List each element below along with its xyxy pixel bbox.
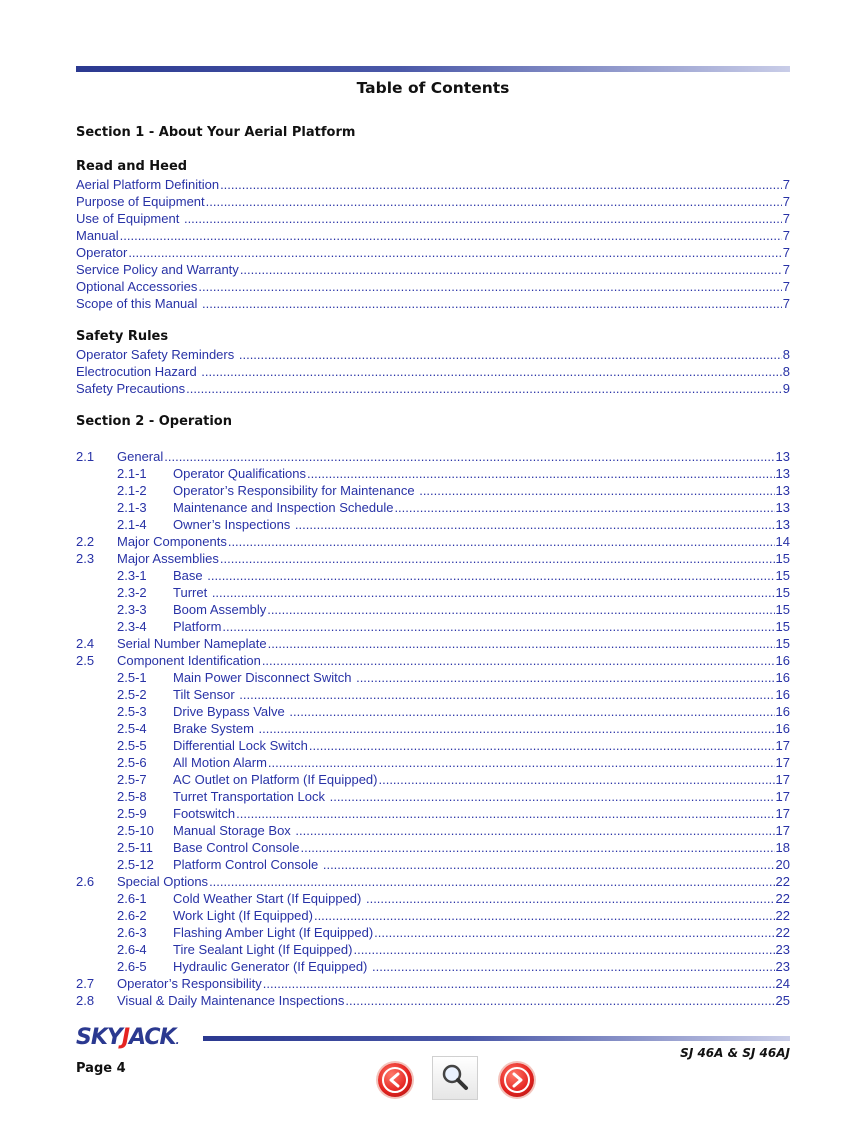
toc-entry[interactable] (76, 907, 790, 924)
model-label: SJ 46A & SJ 46AJ (680, 1046, 790, 1060)
toc-entry-label: Special Options (117, 874, 209, 889)
toc-dot-leader (262, 652, 775, 669)
toc-entry-label: Scope of this Manual (76, 296, 202, 311)
toc-entry[interactable] (76, 210, 790, 227)
toc-entry[interactable] (76, 380, 790, 397)
toc-entry[interactable] (76, 856, 790, 873)
toc-entry[interactable] (76, 958, 790, 975)
toc-entry-number: 2.5-5 (117, 738, 147, 753)
toc-entry-number: 2.5-3 (117, 704, 147, 719)
toc-dot-leader (164, 448, 774, 465)
toc-entry[interactable] (76, 652, 790, 669)
toc-entry[interactable] (76, 805, 790, 822)
toc-entry[interactable] (76, 193, 790, 210)
page-number: Page 4 (76, 1061, 126, 1076)
toc-dot-leader (220, 550, 775, 567)
toc-entry-page: 22 (775, 891, 790, 906)
toc-entry[interactable] (76, 771, 790, 788)
toc-entry-page: 7 (782, 262, 790, 277)
toc-entry-number: 2.6-4 (117, 942, 147, 957)
toc-entry-number: 2.3-4 (117, 619, 147, 634)
toc-entry-number: 2.5-2 (117, 687, 147, 702)
toc-entry-label: Operator’s Responsibility for Maintenance (173, 483, 419, 498)
toc-entry-page: 7 (782, 194, 790, 209)
toc-entry-page: 23 (775, 942, 790, 957)
toc-entry-number: 2.5-6 (117, 755, 147, 770)
toc-entry[interactable] (76, 448, 790, 465)
toc-entry-page: 15 (775, 636, 790, 651)
toc-entry-label: Brake System (173, 721, 258, 736)
toc-entry-label: Serial Number Nameplate (117, 636, 267, 651)
toc-entry-label: Purpose of Equipment (76, 194, 205, 209)
toc-dot-leader (267, 601, 774, 618)
toc-entry[interactable] (76, 261, 790, 278)
toc-entry-number: 2.6-5 (117, 959, 147, 974)
toc-dot-leader (128, 244, 781, 261)
toc-entry-number: 2.1-2 (117, 483, 147, 498)
toc-entry-page: 8 (782, 364, 790, 379)
toc-dot-leader (372, 958, 775, 975)
read-and-heed-heading: Read and Heed (76, 159, 188, 174)
toc-entry[interactable] (76, 244, 790, 261)
toc-entry-page: 17 (775, 823, 790, 838)
toc-entry-page: 15 (775, 619, 790, 634)
toc-entry[interactable] (76, 975, 790, 992)
toc-entry-label: Visual & Daily Maintenance Inspections (117, 993, 345, 1008)
toc-entry-label: All Motion Alarm (173, 755, 267, 770)
toc-entry-number: 2.6-2 (117, 908, 147, 923)
toc-entry[interactable] (76, 686, 790, 703)
toc-dot-leader (330, 788, 775, 805)
toc-entry-page: 17 (775, 806, 790, 821)
toc-dot-leader (295, 822, 774, 839)
toc-dot-leader (220, 176, 782, 193)
toc-dot-leader (222, 618, 774, 635)
toc-entry[interactable] (76, 584, 790, 601)
toc-entry-label: Major Assemblies (117, 551, 219, 566)
toc-entry-label: Aerial Platform Definition (76, 177, 220, 192)
toc-entry-label: Base (173, 568, 207, 583)
toc-entry-number: 2.6-1 (117, 891, 147, 906)
toc-entry[interactable] (76, 567, 790, 584)
toc-entry-page: 7 (782, 296, 790, 311)
toc-entry-label: Safety Precautions (76, 381, 186, 396)
toc-entry[interactable] (76, 482, 790, 499)
toc-entry-label: Owner’s Inspections (173, 517, 294, 532)
toc-entry[interactable] (76, 227, 790, 244)
toc-entry-label: Work Light (If Equipped) (173, 908, 313, 923)
toc-entry-number: 2.5-1 (117, 670, 147, 685)
zoom-button[interactable] (432, 1056, 478, 1100)
toc-entry-label: Operator’s Responsibility (117, 976, 262, 991)
toc-entry-page: 15 (775, 585, 790, 600)
toc-entry-label: Differential Lock Switch (173, 738, 308, 753)
toc-dot-leader (295, 516, 775, 533)
toc-dot-leader (307, 465, 775, 482)
toc-entry[interactable] (76, 346, 790, 363)
toc-entry-page: 22 (775, 925, 790, 940)
toc-dot-leader (202, 295, 782, 312)
toc-entry-label: AC Outlet on Platform (If Equipped) (173, 772, 378, 787)
toc-entry-page: 18 (775, 840, 790, 855)
toc-entry[interactable] (76, 754, 790, 771)
toc-dot-leader (201, 363, 781, 380)
toc-dot-leader (239, 346, 782, 363)
toc-entry-page: 7 (782, 177, 790, 192)
toc-dot-leader (240, 261, 782, 278)
toc-entry[interactable] (76, 516, 790, 533)
toc-entry[interactable] (76, 295, 790, 312)
toc-entry[interactable] (76, 278, 790, 295)
toc-entry-label: Service Policy and Warranty (76, 262, 239, 277)
toc-entry[interactable] (76, 873, 790, 890)
toc-entry-label: Operator Qualifications (173, 466, 306, 481)
toc-entry-number: 2.5-9 (117, 806, 147, 821)
toc-entry-page: 22 (775, 874, 790, 889)
toc-entry-number: 2.1 (76, 449, 95, 464)
toc-entry-label: Maintenance and Inspection Schedule (173, 500, 394, 515)
toc-entry[interactable] (76, 788, 790, 805)
toc-entry-label: Main Power Disconnect Switch (173, 670, 356, 685)
section1-heading: Section 1 - About Your Aerial Platform (76, 125, 356, 140)
toc-entry[interactable] (76, 839, 790, 856)
toc-entry-label: Base Control Console (173, 840, 300, 855)
read-and-heed-list (76, 176, 790, 312)
toc-entry-number: 2.6 (76, 874, 95, 889)
section2-list (76, 448, 790, 1009)
toc-dot-leader (394, 499, 774, 516)
toc-entry-page: 15 (775, 602, 790, 617)
toc-dot-leader (209, 873, 774, 890)
toc-entry-label: Flashing Amber Light (If Equipped) (173, 925, 374, 940)
safety-rules-heading: Safety Rules (76, 329, 169, 344)
toc-dot-leader (353, 941, 774, 958)
toc-entry-number: 2.6-3 (117, 925, 147, 940)
toc-entry-page: 16 (775, 653, 790, 668)
toc-entry-label: General (117, 449, 164, 464)
toc-dot-leader (366, 890, 775, 907)
toc-dot-leader (323, 856, 775, 873)
toc-entry-label: Drive Bypass Valve (173, 704, 289, 719)
safety-rules-list (76, 346, 790, 397)
toc-dot-leader (184, 210, 782, 227)
toc-entry-number: 2.3-2 (117, 585, 147, 600)
toc-entry-label: Manual Storage Box (173, 823, 295, 838)
toc-entry-number: 2.5-10 (117, 823, 154, 838)
toc-entry-label: Major Components (117, 534, 227, 549)
toc-dot-leader (236, 805, 774, 822)
toc-entry-page: 14 (775, 534, 790, 549)
toc-entry[interactable] (76, 618, 790, 635)
toc-entry-page: 23 (775, 959, 790, 974)
toc-dot-leader (356, 669, 774, 686)
toc-entry-label: Footswitch (173, 806, 236, 821)
toc-entry[interactable] (76, 941, 790, 958)
toc-entry-page: 17 (775, 755, 790, 770)
toc-entry-label: Turret Transportation Lock (173, 789, 329, 804)
toc-entry-label: Boom Assembly (173, 602, 267, 617)
toc-entry-page: 22 (775, 908, 790, 923)
toc-dot-leader (314, 907, 775, 924)
toc-entry[interactable] (76, 890, 790, 907)
toc-dot-leader (268, 754, 775, 771)
toc-entry-page: 16 (775, 687, 790, 702)
toc-entry-page: 7 (782, 211, 790, 226)
toc-entry-page: 8 (782, 347, 790, 362)
toc-entry-number: 2.5-4 (117, 721, 147, 736)
toc-dot-leader (345, 992, 774, 1009)
toc-entry[interactable] (76, 601, 790, 618)
footer-rule (203, 1036, 790, 1041)
toc-dot-leader (120, 227, 782, 244)
toc-entry[interactable] (76, 635, 790, 652)
toc-entry-page: 13 (775, 517, 790, 532)
toc-entry-page: 16 (775, 721, 790, 736)
toc-dot-leader (374, 924, 774, 941)
toc-entry-label: Tilt Sensor (173, 687, 239, 702)
toc-entry[interactable] (76, 822, 790, 839)
toc-entry[interactable] (76, 737, 790, 754)
toc-dot-leader (228, 533, 775, 550)
toc-entry-page: 15 (775, 568, 790, 583)
toc-dot-leader (419, 482, 774, 499)
toc-entry-label: Cold Weather Start (If Equipped) (173, 891, 365, 906)
toc-entry-label: Optional Accessories (76, 279, 198, 294)
toc-entry[interactable] (76, 703, 790, 720)
toc-entry-number: 2.5-7 (117, 772, 147, 787)
header-rule (76, 66, 790, 72)
toc-entry-number: 2.3-1 (117, 568, 147, 583)
toc-entry[interactable] (76, 176, 790, 193)
toc-entry-number: 2.5-12 (117, 857, 154, 872)
toc-entry-number: 2.5-8 (117, 789, 147, 804)
toc-entry-label: Electrocution Hazard (76, 364, 201, 379)
toc-entry-label: Tire Sealant Light (If Equipped) (173, 942, 353, 957)
toc-entry-page: 25 (775, 993, 790, 1008)
toc-entry-page: 9 (782, 381, 790, 396)
toc-entry-page: 17 (775, 789, 790, 804)
toc-entry[interactable] (76, 992, 790, 1009)
toc-dot-leader (378, 771, 774, 788)
toc-entry-number: 2.5 (76, 653, 95, 668)
toc-entry-page: 16 (775, 670, 790, 685)
toc-entry-label: Hydraulic Generator (If Equipped) (173, 959, 371, 974)
toc-dot-leader (186, 380, 782, 397)
toc-dot-leader (212, 584, 775, 601)
toc-entry[interactable] (76, 363, 790, 380)
toc-entry-label: Component Identification (117, 653, 261, 668)
next-page-button[interactable] (500, 1063, 534, 1097)
toc-entry-page: 13 (775, 466, 790, 481)
toc-entry-label: Platform (173, 619, 222, 634)
toc-entry-page: 13 (775, 500, 790, 515)
toc-dot-leader (289, 703, 774, 720)
toc-dot-leader (207, 567, 774, 584)
toc-dot-leader (206, 193, 782, 210)
toc-entry-number: 2.7 (76, 976, 95, 991)
toc-entry-page: 17 (775, 738, 790, 753)
toc-entry[interactable] (76, 465, 790, 482)
toc-entry[interactable] (76, 669, 790, 686)
toc-entry-page: 16 (775, 704, 790, 719)
toc-entry-page: 7 (782, 228, 790, 243)
toc-entry-label: Operator (76, 245, 128, 260)
toc-entry-page: 7 (782, 279, 790, 294)
toc-entry-number: 2.1-3 (117, 500, 147, 515)
toc-dot-leader (239, 686, 774, 703)
toc-entry-label: Manual (76, 228, 119, 243)
chevron-left-icon (378, 1063, 412, 1097)
toc-entry-label: Platform Control Console (173, 857, 322, 872)
page-title: Table of Contents (356, 79, 510, 97)
toc-dot-leader (309, 737, 775, 754)
toc-dot-leader (268, 635, 775, 652)
toc-entry-number: 2.1-1 (117, 466, 147, 481)
toc-dot-leader (263, 975, 775, 992)
section2-heading: Section 2 - Operation (76, 414, 232, 429)
skyjack-logo: SKYJACK. (76, 1025, 179, 1050)
toc-entry-page: 13 (775, 483, 790, 498)
toc-entry-label: Operator Safety Reminders (76, 347, 238, 362)
toc-entry-number: 2.3-3 (117, 602, 147, 617)
toc-entry-label: Turret (173, 585, 211, 600)
toc-entry-page: 20 (775, 857, 790, 872)
toc-dot-leader (198, 278, 781, 295)
toc-entry-page: 7 (782, 245, 790, 260)
toc-entry-page: 24 (775, 976, 790, 991)
toc-entry-number: 2.4 (76, 636, 95, 651)
prev-page-button[interactable] (378, 1063, 412, 1097)
toc-entry-number: 2.8 (76, 993, 95, 1008)
toc-entry[interactable] (76, 550, 790, 567)
toc-entry[interactable] (76, 499, 790, 516)
toc-entry[interactable] (76, 533, 790, 550)
toc-entry-page: 17 (775, 772, 790, 787)
toc-entry-number: 2.2 (76, 534, 95, 549)
chevron-right-icon (500, 1063, 534, 1097)
toc-entry-page: 13 (775, 449, 790, 464)
toc-entry-number: 2.1-4 (117, 517, 147, 532)
toc-entry-number: 2.3 (76, 551, 95, 566)
toc-entry[interactable] (76, 720, 790, 737)
toc-entry-number: 2.5-11 (117, 840, 153, 855)
toc-entry-label: Use of Equipment (76, 211, 183, 226)
toc-entry[interactable] (76, 924, 790, 941)
toc-dot-leader (300, 839, 774, 856)
toc-entry-page: 15 (775, 551, 790, 566)
magnifier-icon (433, 1057, 477, 1099)
toc-dot-leader (259, 720, 775, 737)
